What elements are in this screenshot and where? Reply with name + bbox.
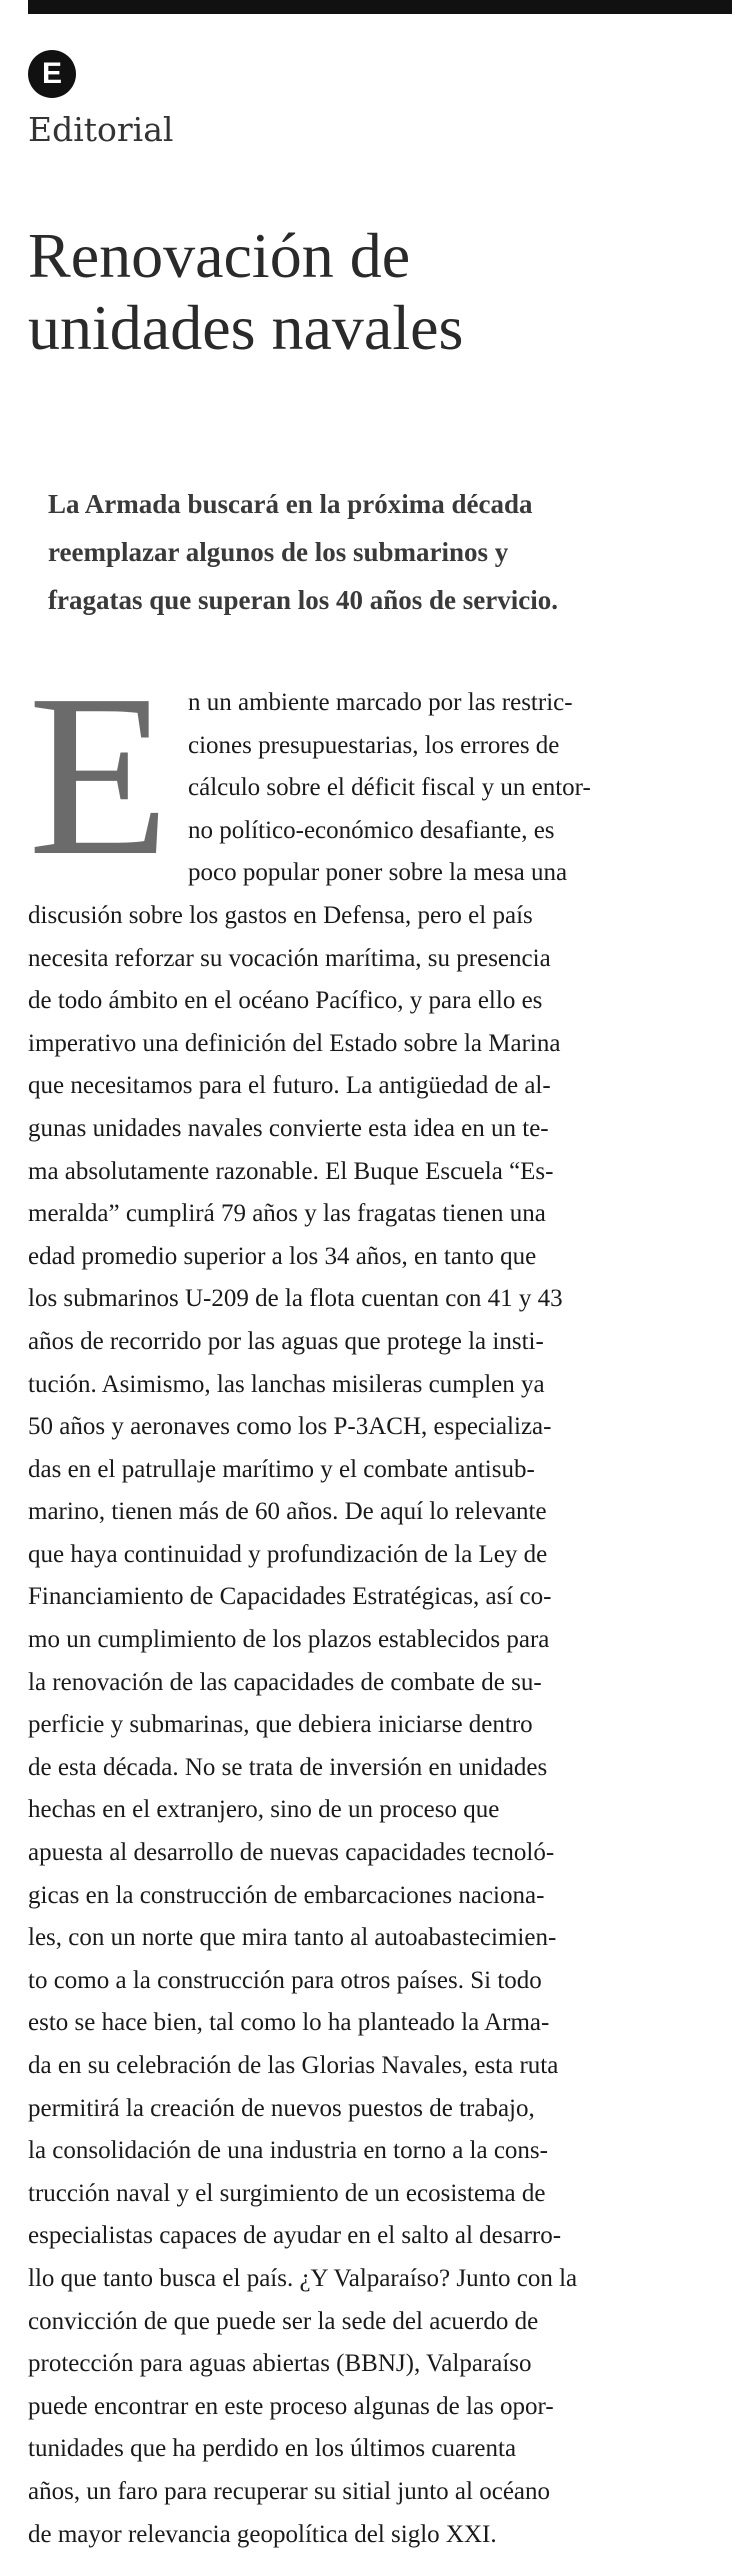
lead-line: La Armada buscará en la próxima década [48, 489, 533, 519]
body-line: especialistas capaces de ayudar en el salto al desarro- [28, 2222, 562, 2250]
body-line: puede encontrar en este proceso algunas de las opor- [28, 2392, 554, 2420]
body-line: apuesta al desarrollo de nuevas capacidades tecnoló- [28, 1839, 555, 1867]
body-line: necesita reforzar su vocación marítima, su presencia [28, 944, 551, 972]
body-line: esto se hace bien, tal como lo ha planteado la Arma- [28, 2009, 550, 2037]
body-line: cálculo sobre el déficit fiscal y un entor- [188, 774, 591, 802]
body-line: ma absolutamente razonable. El Buque Escuela “Es- [28, 1157, 554, 1185]
editorial-badge-icon: E [28, 50, 76, 98]
body-line: gicas en la construcción de embarcaciones naciona- [28, 1881, 545, 1909]
body-line: imperativo una definición del Estado sobre la Marina [28, 1029, 561, 1057]
body-line: mo un cumplimiento de los plazos establecidos para [28, 1626, 550, 1654]
lead-line: reemplazar algunos de los submarinos y [48, 537, 509, 567]
body-line: das en el patrullaje marítimo y el combate antisub- [28, 1455, 535, 1483]
body-line: poco popular poner sobre la mesa una [188, 859, 568, 887]
body-line: años, un faro para recuperar su sitial junto al océano [28, 2477, 551, 2505]
lead-line: fragatas que superan los 40 años de servicio. [48, 585, 559, 615]
body-line: convicción de que puede ser la sede del acuerdo de [28, 2307, 539, 2335]
body-line: no político-económico desafiante, es [188, 816, 555, 844]
body-line: les, con un norte que mira tanto al autoabastecimien- [28, 1924, 557, 1952]
body-line: que haya continuidad y profundización de la Ley de [28, 1540, 548, 1568]
body-line: hechas en el extranjero, sino de un proceso que [28, 1796, 500, 1824]
headline-line: Renovación de [28, 220, 411, 291]
body-line: de mayor relevancia geopolítica del siglo XXI. [28, 2520, 497, 2548]
body-line: la consolidación de una industria en torno a la cons- [28, 2137, 548, 2165]
lead-paragraph [48, 480, 728, 624]
body-line: los submarinos U-209 de la flota cuentan con 41 y 43 [28, 1285, 563, 1313]
body-line: to como a la construcción para otros países. Si todo [28, 1966, 542, 1994]
body-line: gunas unidades navales convierte esta idea en un te- [28, 1114, 549, 1142]
body-line: de todo ámbito en el océano Pacífico, y para ello es [28, 987, 543, 1015]
body-line: protección para aguas abiertas (BBNJ), Valparaíso [28, 2350, 532, 2378]
body-line: de esta década. No se trata de inversión en unidades [28, 1753, 548, 1781]
body-line: perficie y submarinas, que debiera iniciarse dentro [28, 1711, 533, 1739]
body-line: ciones presupuestarias, los errores de [188, 731, 560, 759]
headline-line: unidades navales [28, 292, 464, 363]
body-line: llo que tanto busca el país. ¿Y Valparaíso? Junto con la [28, 2264, 578, 2292]
body-line: la renovación de las capacidades de combate de su- [28, 1668, 542, 1696]
body-line: que necesitamos para el futuro. La antigüedad de al- [28, 1072, 551, 1100]
body-line: discusión sobre los gastos en Defensa, pero el país [28, 901, 533, 929]
body-line: años de recorrido por las aguas que protege la insti- [28, 1327, 544, 1355]
body-line: marino, tienen más de 60 años. De aquí lo relevante [28, 1498, 547, 1526]
headline [28, 220, 718, 364]
body-line: edad promedio superior a los 34 años, en tanto que [28, 1242, 537, 1270]
body-line: tunidades que ha perdido en los últimos cuarenta [28, 2435, 517, 2463]
section-label: Editorial [28, 110, 174, 149]
body-line: trucción naval y el surgimiento de un ecosistema de [28, 2179, 546, 2207]
body-line: tución. Asimismo, las lanchas misileras cumplen ya [28, 1370, 545, 1398]
top-rule [28, 0, 732, 14]
body-line: da en su celebración de las Glorias Navales, esta ruta [28, 2052, 559, 2079]
body-line: 50 años y aeronaves como los P-3ACH, especializa- [28, 1413, 552, 1441]
body-line: n un ambiente marcado por las restric- [188, 689, 573, 716]
body-line: Financiamiento de Capacidades Estratégicas, así co- [28, 1583, 552, 1611]
article-body [28, 647, 728, 2556]
body-line: meralda” cumplirá 79 años y las fragatas tienen una [28, 1200, 546, 1228]
body-line: permitirá la creación de nuevos puestos de trabajo, [28, 2094, 535, 2122]
drop-cap: E [28, 647, 170, 904]
